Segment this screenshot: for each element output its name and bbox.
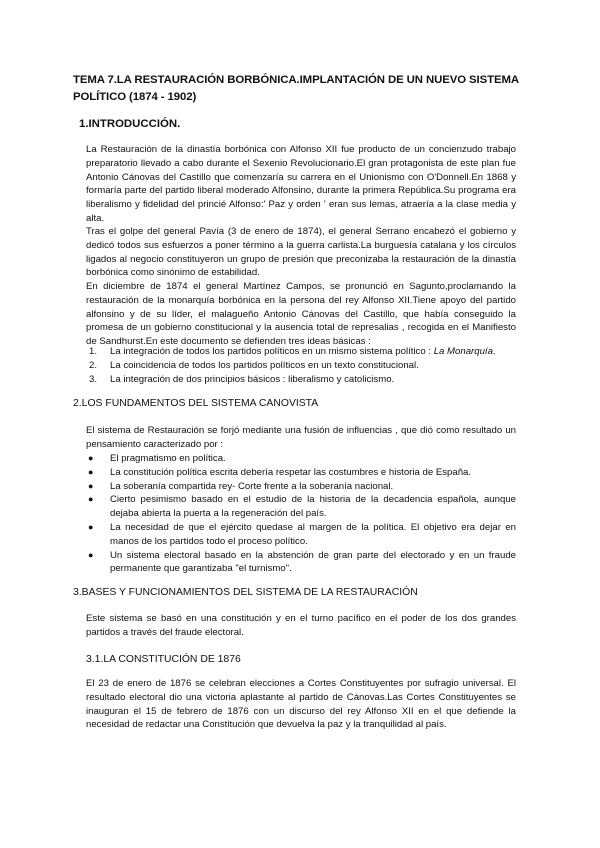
list-item: ● Cierto pesimismo basado en el estudio de la historia de la decadencia española, aunque dejaba abierta la puerta a la regeneración del país.	[88, 494, 516, 520]
document-title: TEMA 7.LA RESTAURACIÓN BORBÓNICA.IMPLANTACIÓN DE UN NUEVO SISTEMA POLÍTICO (1874 - 1902)	[73, 74, 519, 103]
section-heading-fundamentos: 2.LOS FUNDAMENTOS DEL SISTEMA CANOVISTA	[73, 398, 319, 409]
list-item: 2. La coincidencia de todos los partidos políticos en un texto constitucional.	[89, 359, 419, 371]
list-item: ● La constitución política escrita debería respetar las costumbres e historia de España.	[88, 466, 472, 478]
intro-paragraph-3: En diciembre de 1874 el general Martínez Campos, se pronunció en Sagunto,proclamando la restauración de la monarquía borbónica en la persona del rey Alfonso XII.Tiene apoyo del partido alfonsino y de su líder, el malagueño Antonio Cánovas del Castillo, que había conseguido la promesa de un gobierno constitucional y la ausencia total de represalias , recogida en el Manifiesto de Sandhurst.En este documento se defienden tres ideas básicas :	[86, 281, 516, 348]
section-heading-bases: 3.BASES Y FUNCIONAMIENTOS DEL SISTEMA DE LA RESTAURACIÓN	[73, 587, 418, 598]
list-item: ● La soberanía compartida rey- Corte frente a la soberanía nacional.	[88, 480, 394, 492]
list-item: ● La necesidad de que el ejército quedase al margen de la política. El objetivo era dejar en manos de los partidos todo el proceso político.	[88, 521, 516, 547]
bases-paragraph: Este sistema se basó en una constitución y en el turno pacífico en el poder de los dos grandes partidos a través del fraude electoral.	[86, 613, 516, 638]
list-item: ● Un sistema electoral basado en la abstención de gran parte del electorado y en un fraude permanente que garantizaba "el turnismo".	[88, 549, 516, 575]
constitucion-paragraph: El 23 de enero de 1876 se celebran elecciones a Cortes Constituyentes por sufragio universal. El resultado electoral dio una victoria aplastante al partido de Cánovas.Las Cortes Constituyentes se inauguran el 15 de febrero de 1876 con un discurso del rey Alfonso XII en el que defiende la necesidad de redactar una Constitución que devuelva la paz y la tranquilidad al país.	[86, 678, 516, 731]
fundamentos-paragraph: El sistema de Restauración se forjó mediante una fusión de influencias , que dió como resultado un pensamiento caracterizado por :	[86, 425, 516, 450]
fundamentos-bullet-list	[86, 452, 516, 576]
list-item: 1. La integración de todos los partidos políticos en un mismo sistema político : La Monarquía.	[89, 346, 496, 357]
section-heading-introduccion: 1.INTRODUCCIÓN.	[79, 118, 181, 130]
intro-paragraph-2: Tras el golpe del general Pavía (3 de enero de 1874), el general Serrano encabezó el gobierno y dedicó todos sus esfuerzos a poner término a la guerra carlista.La burguesía catalana y los círculos ligados al negocio constituyeron un grupo de presión que preconizaba la restauración de la dinastía borbónica como sinónimo de estabilidad.	[86, 226, 516, 279]
list-item: 3. La integración de dos principios básicos : liberalismo y catolicismo.	[89, 373, 395, 385]
subsection-heading-constitucion: 3.1.LA CONSTITUCIÓN DE 1876	[86, 654, 241, 665]
intro-paragraph-1: La Restauración de la dinastía borbónica con Alfonso XII fue producto de un concienzudo trabajo preparatorio llevado a cabo durante el Sexenio Revolucionario.El gran protagonista de este plan fue Antonio Cánovas del Castillo que comenzaría su carrera en el Unionismo con O'Donnell.En 1868 y formaría parte del partido liberal moderado Alfonsino, durante la primera República.Su programa era liberalismo y fidelidad del princié Alfonso:' Paz y orden ' eran sus lemas, atraería a la clase media y alta.	[86, 144, 516, 224]
ideas-list	[86, 345, 516, 386]
list-item: ● El pragmatismo en política.	[88, 453, 226, 464]
